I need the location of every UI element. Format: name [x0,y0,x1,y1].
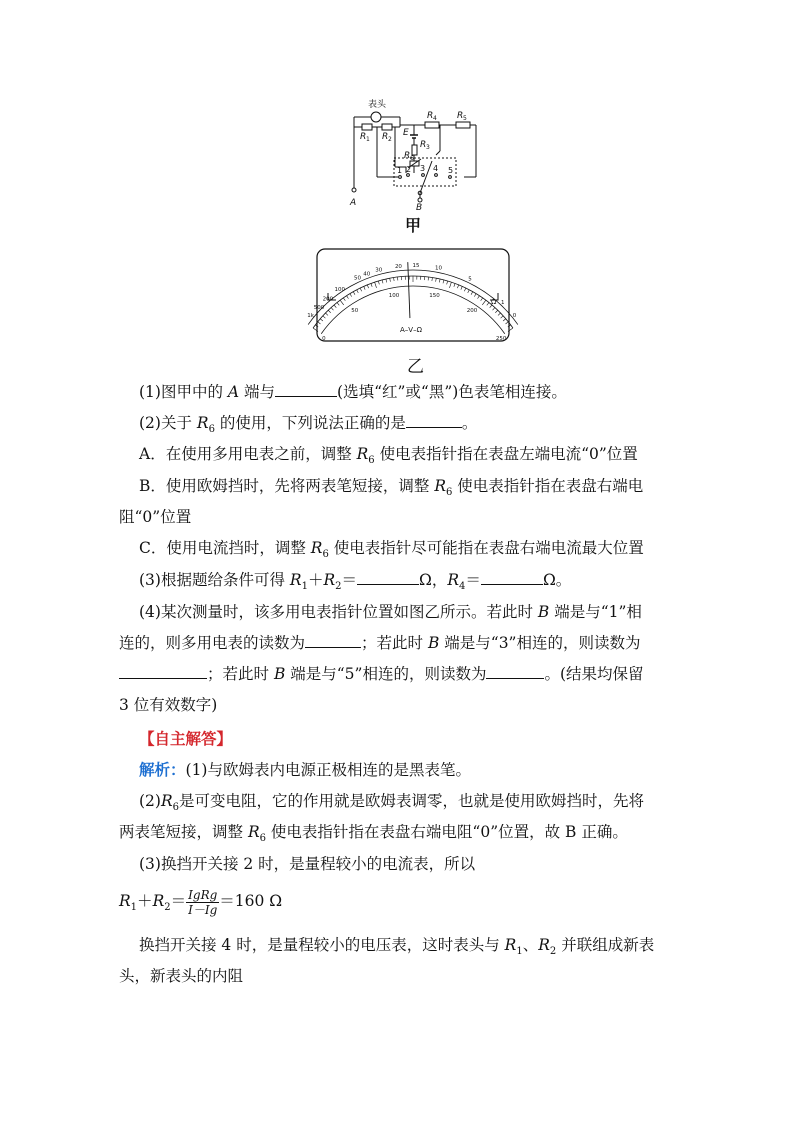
svg-text:R: R [382,132,389,142]
dial-tick [325,313,328,315]
dial-tick [464,288,466,291]
dial-tick [386,279,387,282]
dial-tick [378,281,379,284]
svg-text:R: R [420,140,427,150]
svg-text:2: 2 [406,165,412,174]
dial-tick [340,300,344,305]
dial-tick [371,283,372,286]
answer-3: (3)换挡开关接 2 时，是量程较小的电流表，所以 [139,855,476,873]
dial-tick [350,294,352,297]
galvanometer-symbol [371,112,381,122]
ohm-scale-label: 10 [434,265,442,272]
svg-text:1: 1 [366,136,370,143]
question-4-line1: (4)某次测量时，该多用电表指针位置如图乙所示。若此时 B 端是与“1”相 [139,603,642,621]
resistor-r2 [382,124,392,130]
svg-text:6: 6 [410,155,414,162]
dial-tick [495,310,497,313]
dial-tick [506,322,509,324]
dial-scale-arc [313,276,513,328]
linear-scale-label: 50 [351,308,359,315]
svg-text:E: E [403,128,409,138]
formula-fraction: $\frac{\text{IgRg}}{I-Ig}$ [188,887,218,917]
dial-tick [357,290,359,293]
answer-2-cont: 两表笔短接，调整 $R_6$ 使电表指针指在表盘右端电阻“0”位置，故 B 正确。 [119,823,628,845]
resistor-r3 [412,145,417,155]
question-4-line2: 连的，则多用电表的读数为 ；若此时 B 端是与“3”相连的，则读数为 [119,634,641,652]
dial-tick [501,316,504,318]
resistor-r4 [425,122,439,128]
question-1: (1)图甲中的 A 端与 (选填“红”或“黑”)色表笔相连接。 [139,383,567,401]
ohm-scale-label: 200 [322,296,334,303]
option-b: B．使用欧姆挡时，先将两表笔短接，调整 $R_6$ 使电表指针指在表盘右端电 [139,477,644,499]
dial-tick [436,278,437,281]
dial-tick [353,292,355,295]
dial-tick [320,319,323,321]
ohm-scale-label: 1 [501,299,505,306]
dial-tick [390,278,391,281]
dial-tick [471,292,473,295]
answer-header: 【自主解答】 [139,729,233,748]
dial-tick [439,279,440,282]
linear-scale-label: 250 [495,336,507,343]
svg-text:5: 5 [448,166,454,175]
dial-tick [360,288,362,291]
dial-tick [468,290,470,293]
ohm-scale-label: 30 [375,267,383,274]
svg-text:3: 3 [426,144,430,151]
svg-text:R: R [360,132,367,142]
omega-symbol: Ω [491,298,497,306]
answer-2: $(2)R_6$是可变电阻，它的作用就是欧姆表调零，也就是使用欧姆挡时，先将 [139,792,645,814]
dial-tick [482,300,486,305]
svg-text:5: 5 [463,115,467,122]
resistor-r5 [456,122,470,128]
dial-tick [337,303,339,306]
meter-dial [307,248,517,343]
question-4-line3: ；若此时 B 端是与“5”相连的，则读数为 。(结果均保留 [119,663,644,685]
ohm-scale-label: 5 [468,276,472,283]
ohm-scale-label: 100 [334,286,345,293]
dial-tick [318,322,321,324]
answer-4-cont: 头，新表头的内阻 [119,967,244,985]
ohm-scale-label: 0 [512,312,517,319]
answer-blank[interactable] [119,663,207,679]
answer-blank[interactable] [481,569,543,585]
dial-tick [382,280,383,283]
figure-a-caption: 甲 [405,216,422,235]
dial-tick [461,286,462,289]
linear-scale-label: 100 [388,292,400,299]
terminal-b-label: B [416,203,423,213]
dial-tick [454,283,455,286]
dial-tick [487,303,489,306]
svg-text:R: R [404,151,411,161]
question-4-line4: 3 位有效数字) [119,696,218,714]
dial-tick [375,282,377,288]
linear-scale-label: 150 [429,292,440,299]
answer-4: 换挡开关接 4 时，是量程较小的电压表，这时表头与 $R_1$、$R_2$ 并联组成新表 [139,936,655,958]
svg-text:3: 3 [420,164,426,173]
ohm-scale-label: 50 [354,275,362,282]
svg-text:1: 1 [397,166,403,175]
linear-scale-label: 0 [322,336,326,343]
formula: $R_1+R_2=$ $\frac{\text{IgRg}}{I-Ig}$ ＝160 Ω [119,887,283,917]
circuit-diagram [340,95,490,213]
meter-needle [408,262,410,318]
dial-tick [449,282,451,288]
option-a: A．在使用多用电表之前，调整 $R_6$ 使电表指针指在表盘左端电流“0”位置 [139,445,638,467]
dial-tick [498,313,501,315]
dial-tick [478,296,480,299]
ohm-scale-label: 1k [307,312,314,319]
terminal-a-label: A [350,198,357,208]
meter-head-label: 表头 [368,100,387,110]
ohm-scale-label: 15 [412,263,420,270]
dial-tick [457,285,458,288]
dial-tick [474,294,476,297]
answer-blank[interactable] [486,663,544,679]
dial-tick [394,278,395,281]
dial-tick [367,285,368,288]
dial-tick [343,298,345,301]
answer-blank[interactable] [305,632,361,648]
answer-blank[interactable] [275,381,337,397]
answer-1: 解析：(1)与欧姆表内电源正极相连的是黑表笔。 [139,760,471,779]
dial-tick [503,319,506,321]
svg-text:4: 4 [433,164,439,173]
linear-scale-label: 200 [466,308,478,315]
dial-tick [328,310,330,313]
dial-tick [364,286,365,289]
dial-center-label: A–V–Ω [400,326,422,334]
svg-text:R: R [427,111,434,121]
dial-tick [323,316,326,318]
figure-b-caption: 乙 [407,357,424,377]
dial-tick [347,296,349,299]
ohm-scale-label: 20 [394,263,402,270]
dial-tick [493,308,495,311]
svg-text:4: 4 [433,115,437,122]
option-b-cont: 阻“0”位置 [119,508,192,526]
dial-tick [331,308,333,311]
svg-text:R: R [457,111,464,121]
question-3: (3)根据题给条件可得 $R_1+R_2= \Omega$，$R_4= \Omega$。 [139,571,572,593]
dial-tick [443,280,444,283]
option-c: C．使用电流挡时，调整 $R_6$ 使电表指针尽可能指在表盘右端电流最大位置 [139,539,644,561]
dial-tick [481,298,483,301]
ohm-scale-label: 40 [363,271,371,278]
answer-blank[interactable] [357,569,419,585]
svg-text:2: 2 [388,136,392,143]
dial-tick [432,278,433,281]
dial-tick [334,305,336,308]
resistor-r1 [362,124,372,130]
answer-blank[interactable] [406,412,462,428]
question-2: (2)关于 $R_6$ 的使用，下列说法正确的是 。 [139,414,478,436]
ohm-scale-label: 500 [313,305,325,312]
dial-tick [447,281,448,284]
